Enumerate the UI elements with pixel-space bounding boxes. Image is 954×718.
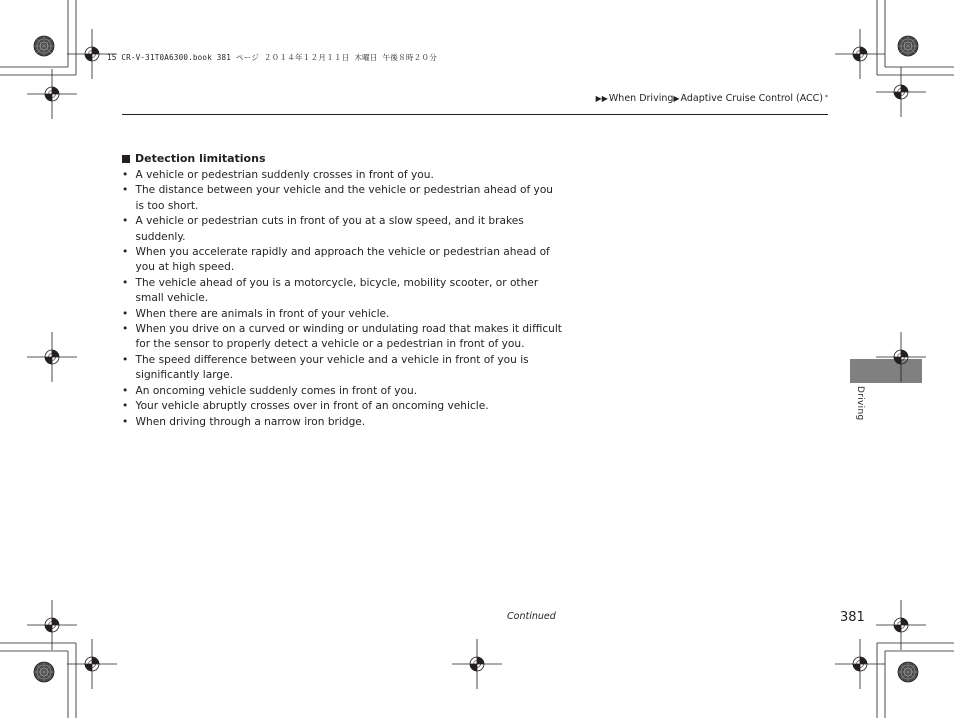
color-wheel-icon	[34, 662, 54, 682]
arrow-separator-icon: ▶	[673, 94, 680, 103]
breadcrumb-topic: Adaptive Cruise Control (ACC)	[680, 93, 823, 104]
list-item-text: A vehicle or pedestrian suddenly crosses in front of you.	[135, 169, 434, 181]
double-arrow-icon: ▶▶	[595, 94, 608, 103]
registration-mark-icon	[452, 639, 502, 689]
list-item-text: The vehicle ahead of you is a motorcycle, bicycle, mobility scooter, or other small vehicle.	[135, 276, 539, 305]
registration-mark-icon	[835, 29, 885, 79]
list-item-text: When there are animals in front of your vehicle.	[135, 307, 390, 320]
bullet-icon: •	[122, 169, 129, 181]
bullet-icon: •	[122, 400, 129, 413]
registration-mark-icon	[27, 69, 77, 119]
continued-label: Continued	[507, 611, 556, 622]
chapter-tab-label: Driving	[855, 386, 865, 421]
list-item-text: When you accelerate rapidly and approach the vehicle or pedestrian ahead of you at high speed.	[135, 246, 550, 274]
page-number: 381	[840, 610, 865, 625]
bullet-icon: •	[122, 184, 129, 197]
list-item-text: A vehicle or pedestrian cuts in front of you at a slow speed, and it brakes suddenly.	[135, 215, 524, 243]
bullet-icon: •	[122, 215, 129, 228]
bullet-icon: •	[122, 276, 129, 289]
color-wheel-icon	[898, 36, 918, 56]
registration-mark-icon	[835, 639, 885, 689]
bullet-icon: •	[122, 307, 129, 320]
bullet-icon: •	[122, 246, 129, 259]
list-item-text: Your vehicle abruptly crosses over in front of an oncoming vehicle.	[135, 400, 489, 413]
registration-mark-icon	[876, 332, 926, 382]
breadcrumb-section: When Driving	[608, 93, 674, 104]
bullet-icon: •	[122, 353, 129, 366]
registration-mark-icon	[876, 600, 926, 650]
bullet-icon: •	[122, 323, 129, 336]
registration-mark-icon	[67, 639, 117, 689]
color-wheel-icon	[34, 36, 54, 56]
list-item-text: When you drive on a curved or winding or undulating road that makes it difficult for the sensor to properly detect a vehicle or a pedestrian in front of you.	[135, 323, 562, 351]
bullet-icon: •	[122, 415, 129, 428]
bullet-icon: •	[122, 384, 129, 397]
registration-mark-icon	[27, 600, 77, 650]
registration-mark-icon	[27, 332, 77, 382]
list-item-text: An oncoming vehicle suddenly comes in front of you.	[135, 384, 418, 397]
list-item-text: When driving through a narrow iron bridge.	[135, 415, 366, 428]
registration-mark-icon	[876, 67, 926, 117]
print-header: 15 CR-V-31T0A6300.book 381 ページ ２０１４年１２月１１日 木曜日 午後８時２０分	[107, 53, 438, 62]
section-title: Detection limitations	[135, 152, 266, 165]
list-item-text: The speed difference between your vehicle and a vehicle in front of you is significantly large.	[135, 353, 529, 382]
footnote-mark: *	[825, 94, 828, 101]
list-item-text: The distance between your vehicle and the vehicle or pedestrian ahead of you is too short.	[135, 184, 554, 212]
registration-mark-icon	[67, 29, 117, 79]
color-wheel-icon	[898, 662, 918, 682]
